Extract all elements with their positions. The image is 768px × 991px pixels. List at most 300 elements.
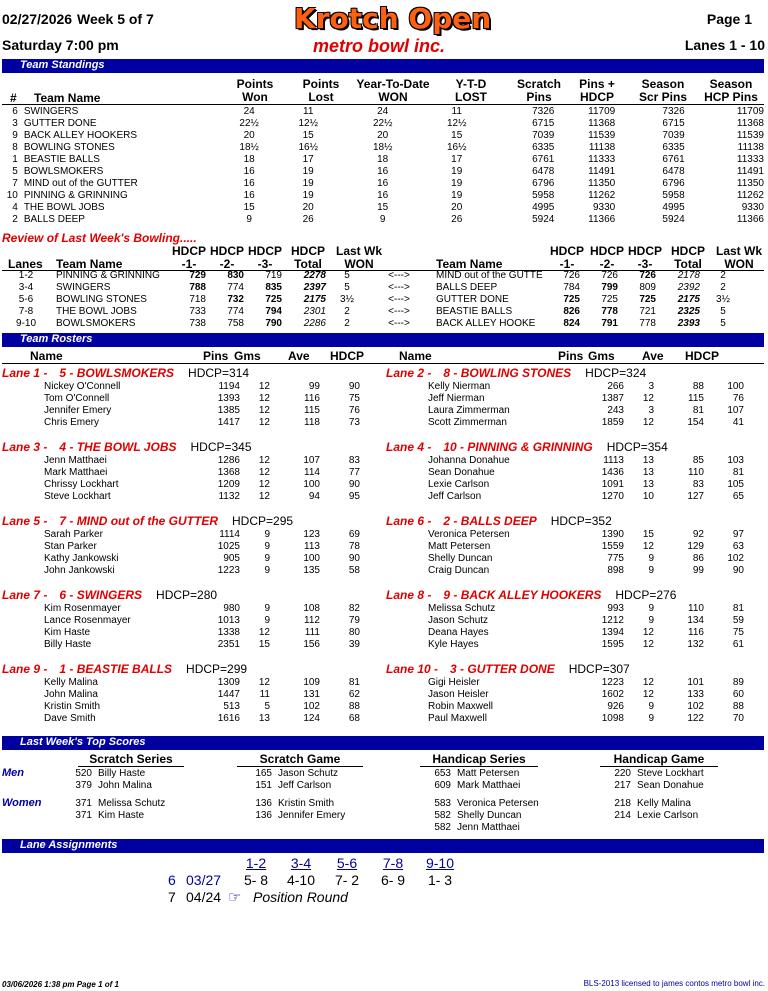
team-name: GUTTER DONE bbox=[23, 118, 97, 129]
roster-col-name-right: Name bbox=[399, 349, 432, 363]
footer-license: BLS-2013 licensed to james contos metro bowl inc. bbox=[583, 979, 765, 988]
player-average: 124 bbox=[303, 713, 320, 724]
player-pins: 1209 bbox=[217, 479, 240, 490]
player-pins: 1114 bbox=[219, 529, 240, 540]
review-title: Review of Last Week's Bowling..... bbox=[2, 231, 197, 245]
review-vs-arrow: <---> bbox=[388, 270, 410, 281]
review-left-g2: 774 bbox=[227, 306, 244, 317]
review-right-total: 2325 bbox=[677, 306, 700, 317]
player-name: Kristin Smith bbox=[44, 701, 101, 712]
review-team-right: GUTTER DONE bbox=[436, 294, 509, 305]
review-right-g1: 725 bbox=[563, 294, 580, 305]
player-games: 10 bbox=[642, 491, 654, 502]
team-hdcp: HDCP=276 bbox=[615, 588, 677, 602]
player-games: 15 bbox=[642, 529, 654, 540]
review-left-total: 2397 bbox=[303, 282, 326, 293]
roster-col-pins-right: Pins bbox=[558, 349, 584, 363]
player-average: 116 bbox=[304, 393, 320, 404]
review-col-g2-right: HDCP -2- bbox=[590, 244, 625, 271]
player-games: 9 bbox=[264, 615, 270, 626]
player-average: 115 bbox=[304, 405, 320, 416]
pointing-hand-icon: ☞ bbox=[228, 889, 242, 906]
review-right-g1: 726 bbox=[563, 270, 580, 281]
team-rank: 7 bbox=[12, 178, 18, 189]
points-lost: 19 bbox=[302, 190, 314, 201]
player-pins: 905 bbox=[223, 553, 240, 564]
review-left-total: 2301 bbox=[303, 306, 326, 317]
women-top-score bbox=[431, 798, 539, 809]
col-season-scr: Season Scr Pins bbox=[638, 77, 688, 104]
player-pins: 1270 bbox=[601, 491, 624, 502]
standings-row bbox=[2, 130, 768, 142]
player-games: 12 bbox=[258, 467, 270, 478]
col-num: # bbox=[10, 91, 17, 105]
review-lanes: 1-2 bbox=[18, 270, 34, 281]
bowler-name: Jennifer Emery bbox=[278, 810, 346, 821]
roster-player-row bbox=[428, 603, 744, 615]
review-right-g1: 824 bbox=[563, 318, 580, 329]
roster-player-row bbox=[428, 615, 744, 627]
score-value: 214 bbox=[614, 810, 631, 821]
review-col-g3-left: HDCP -3- bbox=[248, 244, 283, 271]
roster-player-row bbox=[428, 417, 744, 429]
standings-row bbox=[2, 190, 768, 202]
player-hdcp: 62 bbox=[348, 689, 360, 700]
season-scr: 5924 bbox=[662, 214, 685, 225]
lane-number: Lane 8 - bbox=[386, 588, 432, 602]
review-lanes: 9-10 bbox=[15, 318, 36, 329]
review-left-g3: 794 bbox=[265, 306, 282, 317]
roster-player-row bbox=[428, 639, 744, 651]
roster-player-row bbox=[428, 381, 744, 393]
bowler-name: Kristin Smith bbox=[278, 798, 335, 809]
player-average: 102 bbox=[303, 701, 320, 712]
review-col-won-left: Last Wk WON bbox=[335, 244, 382, 271]
player-games: 9 bbox=[264, 565, 270, 576]
col-team-name: Team Name bbox=[34, 91, 101, 105]
roster-col-pins-left: Pins bbox=[203, 349, 229, 363]
player-name: Johanna Donahue bbox=[428, 455, 510, 466]
review-right-g3: 725 bbox=[639, 294, 656, 305]
roster-player-row bbox=[44, 701, 360, 713]
roster-team-name: 9 - BACK ALLEY HOOKERS bbox=[443, 588, 602, 602]
session-time: Saturday 7:00 pm bbox=[2, 37, 119, 53]
points-won: 9 bbox=[246, 214, 252, 225]
review-row bbox=[2, 318, 746, 330]
women-top-score bbox=[431, 822, 520, 833]
review-table bbox=[2, 270, 746, 330]
pins-hdcp: 11539 bbox=[588, 130, 616, 141]
col-ytd-won: Year-To-Date WON bbox=[356, 77, 430, 104]
review-right-g2: 778 bbox=[601, 306, 618, 317]
team-rank: 1 bbox=[12, 154, 18, 165]
ytd-lost: 15 bbox=[451, 130, 463, 141]
ytd-won: 16 bbox=[377, 178, 389, 189]
player-hdcp: 90 bbox=[348, 553, 360, 564]
roster-player-row bbox=[44, 627, 360, 639]
roster-player-row bbox=[428, 529, 744, 541]
men-top-score bbox=[431, 780, 520, 791]
season-scr: 6335 bbox=[662, 142, 685, 153]
standings-row bbox=[2, 178, 768, 190]
review-row bbox=[2, 282, 746, 294]
player-average: 86 bbox=[692, 553, 704, 564]
review-col-g2-left: HDCP -2- bbox=[210, 244, 245, 271]
player-average: 101 bbox=[687, 677, 704, 688]
top-col-handicap-game: Handicap Game bbox=[600, 753, 718, 767]
lane-number: Lane 10 - bbox=[386, 662, 439, 676]
review-left-g3: 725 bbox=[265, 294, 282, 305]
player-hdcp: 39 bbox=[348, 639, 360, 650]
points-lost: 26 bbox=[302, 214, 314, 225]
roster-team-name: 3 - GUTTER DONE bbox=[450, 662, 555, 676]
ytd-won: 18 bbox=[377, 154, 389, 165]
player-pins: 2351 bbox=[217, 639, 240, 650]
col-points-lost: Points Lost bbox=[302, 77, 340, 104]
review-vs-arrow: <---> bbox=[388, 306, 410, 317]
review-lanes: 5-6 bbox=[18, 294, 34, 305]
season-scr: 6761 bbox=[662, 154, 685, 165]
season-hcp: 11368 bbox=[736, 118, 764, 129]
player-name: Tom O'Connell bbox=[44, 393, 110, 404]
review-left-g2: 774 bbox=[227, 282, 244, 293]
women-top-score bbox=[431, 810, 521, 821]
review-right-won: 2 bbox=[720, 270, 726, 281]
player-hdcp: 60 bbox=[732, 689, 744, 700]
roster-col-name-left: Name bbox=[30, 349, 63, 363]
season-scr: 6796 bbox=[662, 178, 685, 189]
points-won: 18 bbox=[243, 154, 255, 165]
player-name: Steve Lockhart bbox=[44, 491, 111, 502]
pins-hdcp: 11366 bbox=[588, 214, 616, 225]
player-pins: 1393 bbox=[217, 393, 240, 404]
team-rank: 8 bbox=[12, 142, 18, 153]
scratch-pins: 6796 bbox=[532, 178, 555, 189]
points-lost: 17 bbox=[302, 154, 314, 165]
player-average: 100 bbox=[303, 553, 320, 564]
player-hdcp: 81 bbox=[732, 467, 744, 478]
men-top-score bbox=[431, 768, 519, 779]
review-left-g2: 732 bbox=[227, 294, 244, 305]
player-pins: 898 bbox=[607, 565, 624, 576]
team-name: THE BOWL JOBS bbox=[23, 202, 105, 213]
review-right-won: 5 bbox=[720, 318, 726, 329]
standings-table bbox=[2, 106, 768, 226]
review-left-g3: 835 bbox=[265, 282, 282, 293]
men-label: Men bbox=[2, 767, 24, 779]
bowler-name: Jeff Carlson bbox=[278, 780, 332, 791]
player-hdcp: 78 bbox=[348, 541, 360, 552]
review-left-g2: 830 bbox=[227, 270, 244, 281]
player-average: 110 bbox=[688, 467, 704, 478]
scratch-pins: 7326 bbox=[532, 106, 555, 117]
player-name: Kelly Malina bbox=[44, 677, 98, 688]
player-name: Sean Donahue bbox=[428, 467, 495, 478]
player-hdcp: 61 bbox=[732, 639, 744, 650]
team-hdcp: HDCP=324 bbox=[585, 366, 647, 380]
player-name: Veronica Petersen bbox=[428, 529, 510, 540]
lane-number: Lane 1 - bbox=[2, 366, 48, 380]
report-date: 02/27/2026 bbox=[2, 11, 73, 27]
player-pins: 1309 bbox=[217, 677, 240, 688]
review-right-won: 2 bbox=[720, 282, 726, 293]
points-lost: 19 bbox=[302, 166, 314, 177]
player-games: 13 bbox=[642, 479, 654, 490]
player-games: 12 bbox=[642, 639, 654, 650]
player-games: 15 bbox=[258, 639, 270, 650]
roster-table bbox=[428, 603, 744, 651]
review-left-g1: 738 bbox=[189, 318, 206, 329]
roster-lane-header bbox=[386, 440, 668, 454]
review-team-right: MIND out of the GUTTE bbox=[436, 270, 543, 281]
team-hdcp: HDCP=314 bbox=[188, 366, 250, 380]
scratch-pins: 7039 bbox=[532, 130, 555, 141]
review-vs-arrow: <---> bbox=[388, 318, 410, 329]
roster-player-row bbox=[428, 455, 744, 467]
roster-player-row bbox=[428, 393, 744, 405]
review-right-g3: 721 bbox=[639, 306, 656, 317]
player-pins: 1417 bbox=[217, 417, 240, 428]
bowler-name: Billy Haste bbox=[98, 768, 146, 779]
player-average: 85 bbox=[692, 455, 704, 466]
player-hdcp: 81 bbox=[348, 677, 360, 688]
review-right-g2: 726 bbox=[601, 270, 618, 281]
review-left-g2: 758 bbox=[227, 318, 244, 329]
player-games: 12 bbox=[642, 417, 654, 428]
team-name: BEASTIE BALLS bbox=[23, 154, 100, 165]
player-name: Matt Petersen bbox=[428, 541, 491, 552]
ytd-lost: 12½ bbox=[446, 118, 467, 129]
review-col-lanes: Lanes bbox=[8, 257, 43, 271]
player-name: Nickey O'Connell bbox=[44, 381, 121, 392]
player-name: John Jankowski bbox=[44, 565, 115, 576]
player-games: 3 bbox=[648, 381, 654, 392]
ytd-lost: 20 bbox=[451, 202, 463, 213]
bowler-name: Lexie Carlson bbox=[637, 810, 699, 821]
standings-row bbox=[2, 202, 768, 214]
roster-col-hdcp-right: HDCP bbox=[685, 349, 720, 363]
player-pins: 1132 bbox=[218, 491, 240, 502]
men-top-score bbox=[252, 780, 331, 791]
player-hdcp: 63 bbox=[732, 541, 744, 552]
season-hcp: 11262 bbox=[736, 190, 764, 201]
player-name: John Malina bbox=[44, 689, 98, 700]
ytd-lost: 16½ bbox=[446, 142, 467, 153]
player-name: Kim Haste bbox=[44, 627, 91, 638]
roster-player-row bbox=[44, 491, 360, 503]
player-games: 12 bbox=[258, 417, 270, 428]
player-pins: 1194 bbox=[218, 381, 240, 392]
top-col-handicap-series: Handicap Series bbox=[420, 753, 538, 767]
bowler-name: Shelly Duncan bbox=[457, 810, 522, 821]
player-pins: 1025 bbox=[217, 541, 240, 552]
women-label: Women bbox=[2, 797, 42, 809]
player-name: Jason Schutz bbox=[428, 615, 489, 626]
pins-hdcp: 11368 bbox=[588, 118, 616, 129]
scratch-pins: 6335 bbox=[532, 142, 555, 153]
player-games: 12 bbox=[258, 479, 270, 490]
player-average: 102 bbox=[687, 701, 704, 712]
player-name: Dave Smith bbox=[44, 713, 96, 724]
player-hdcp: 58 bbox=[348, 565, 360, 576]
review-left-g1: 788 bbox=[189, 282, 206, 293]
roster-col-ave-left: Ave bbox=[288, 349, 310, 363]
roster-player-row bbox=[44, 467, 360, 479]
position-round-label: Position Round bbox=[253, 889, 348, 905]
top-col-scratch-series: Scratch Series bbox=[78, 753, 184, 767]
player-pins: 1223 bbox=[601, 677, 624, 688]
roster-lane-header bbox=[386, 662, 630, 676]
player-hdcp: 75 bbox=[348, 393, 360, 404]
player-pins: 1602 bbox=[601, 689, 624, 700]
player-hdcp: 59 bbox=[732, 615, 744, 626]
season-hcp: 11333 bbox=[736, 154, 764, 165]
score-value: 217 bbox=[614, 780, 631, 791]
review-right-g2: 725 bbox=[601, 294, 618, 305]
standings-header-rule bbox=[2, 104, 764, 105]
player-pins: 1859 bbox=[601, 417, 624, 428]
roster-player-row bbox=[44, 615, 360, 627]
player-average: 114 bbox=[304, 467, 320, 478]
review-left-g1: 718 bbox=[189, 294, 206, 305]
player-games: 12 bbox=[642, 627, 654, 638]
score-value: 220 bbox=[614, 768, 631, 779]
player-average: 83 bbox=[692, 479, 704, 490]
women-top-score bbox=[611, 810, 698, 821]
roster-lane-header bbox=[386, 514, 612, 528]
player-name: Kathy Jankowski bbox=[44, 553, 119, 564]
player-name: Gigi Heisler bbox=[428, 677, 480, 688]
ytd-won: 18½ bbox=[372, 142, 393, 153]
bowler-name: Mark Matthaei bbox=[457, 780, 521, 791]
footer-print-info: 03/06/2026 1:38 pm Page 1 of 1 bbox=[2, 980, 119, 989]
season-scr: 7039 bbox=[662, 130, 685, 141]
roster-player-row bbox=[44, 565, 360, 577]
player-average: 132 bbox=[687, 639, 704, 650]
review-col-team-left: Team Name bbox=[56, 257, 123, 271]
roster-lane-header bbox=[2, 514, 293, 528]
roster-lane-header bbox=[386, 588, 676, 602]
player-pins: 1286 bbox=[217, 455, 240, 466]
player-games: 9 bbox=[264, 529, 270, 540]
team-name: MIND out of the GUTTER bbox=[23, 178, 138, 189]
player-average: 135 bbox=[303, 565, 320, 576]
women-top-score bbox=[611, 798, 691, 809]
review-vs-arrow: <---> bbox=[388, 282, 410, 293]
player-hdcp: 76 bbox=[732, 393, 744, 404]
player-pins: 513 bbox=[223, 701, 240, 712]
score-value: 165 bbox=[255, 768, 272, 779]
player-games: 12 bbox=[258, 491, 270, 502]
lane-number: Lane 6 - bbox=[386, 514, 432, 528]
roster-table bbox=[428, 529, 744, 577]
review-col-won-right: Last Wk WON bbox=[715, 244, 762, 271]
roster-table bbox=[428, 381, 744, 429]
player-hdcp: 88 bbox=[732, 701, 744, 712]
roster-table bbox=[428, 455, 744, 503]
player-name: Billy Haste bbox=[44, 639, 92, 650]
player-pins: 775 bbox=[607, 553, 624, 564]
player-pins: 1223 bbox=[217, 565, 240, 576]
review-col-total-left: HDCP Total bbox=[290, 244, 325, 271]
player-average: 99 bbox=[692, 565, 704, 576]
lane-number: Lane 2 - bbox=[386, 366, 432, 380]
review-left-total: 2175 bbox=[303, 294, 326, 305]
review-col-total-right: HDCP Total bbox=[670, 244, 705, 271]
player-hdcp: 81 bbox=[732, 603, 744, 614]
roster-col-gms-right: Gms bbox=[588, 349, 615, 363]
bowler-name: John Malina bbox=[98, 780, 152, 791]
team-name: BOWLSMOKERS bbox=[23, 166, 104, 177]
team-hdcp: HDCP=345 bbox=[190, 440, 252, 454]
review-col-g1-left: HDCP -1- bbox=[172, 244, 207, 271]
player-pins: 980 bbox=[223, 603, 240, 614]
roster-col-hdcp-left: HDCP bbox=[330, 349, 365, 363]
roster-table bbox=[44, 455, 360, 503]
player-pins: 1091 bbox=[601, 479, 624, 490]
player-pins: 1013 bbox=[217, 615, 240, 626]
team-rank: 3 bbox=[12, 118, 18, 129]
roster-player-row bbox=[428, 689, 744, 701]
scratch-pins: 5924 bbox=[532, 214, 555, 225]
ytd-won: 16 bbox=[377, 190, 389, 201]
points-lost: 16½ bbox=[298, 142, 318, 153]
assign-date-2: 04/24 bbox=[186, 889, 222, 905]
player-games: 12 bbox=[258, 405, 270, 416]
points-lost: 15 bbox=[302, 130, 314, 141]
men-top-score bbox=[72, 768, 145, 779]
bowler-name: Jenn Matthaei bbox=[457, 822, 520, 833]
player-average: 129 bbox=[687, 541, 704, 552]
review-right-won: 3½ bbox=[716, 294, 730, 305]
roster-col-gms-left: Gms bbox=[234, 349, 261, 363]
player-games: 12 bbox=[258, 627, 270, 638]
lane-assignment: 6- 9 bbox=[380, 872, 406, 888]
player-hdcp: 100 bbox=[727, 381, 744, 392]
team-rank: 10 bbox=[6, 190, 18, 201]
player-average: 109 bbox=[303, 677, 320, 688]
review-team-right: BEASTIE BALLS bbox=[436, 306, 513, 317]
review-row bbox=[2, 294, 746, 306]
player-hdcp: 70 bbox=[732, 713, 744, 724]
lane-assignments-bar: Lane Assignments bbox=[2, 839, 764, 853]
roster-team-name: 1 - BEASTIE BALLS bbox=[59, 662, 173, 676]
roster-player-row bbox=[428, 467, 744, 479]
roster-player-row bbox=[44, 553, 360, 565]
team-rank: 2 bbox=[12, 214, 18, 225]
player-hdcp: 68 bbox=[348, 713, 360, 724]
review-team-left: BOWLING STONES bbox=[56, 294, 147, 305]
player-average: 116 bbox=[688, 627, 704, 638]
scratch-pins: 6715 bbox=[532, 118, 555, 129]
season-scr: 4995 bbox=[662, 202, 685, 213]
score-value: 653 bbox=[434, 768, 451, 779]
lane-number: Lane 4 - bbox=[386, 440, 432, 454]
player-average: 88 bbox=[692, 381, 704, 392]
player-average: 134 bbox=[687, 615, 704, 626]
player-games: 9 bbox=[264, 603, 270, 614]
player-pins: 1559 bbox=[601, 541, 624, 552]
player-hdcp: 83 bbox=[348, 455, 360, 466]
player-pins: 243 bbox=[607, 405, 624, 416]
player-pins: 1368 bbox=[217, 467, 240, 478]
player-games: 13 bbox=[258, 713, 270, 724]
player-pins: 1616 bbox=[217, 713, 240, 724]
roster-player-row bbox=[428, 677, 744, 689]
player-games: 9 bbox=[648, 615, 654, 626]
roster-team-name: 2 - BALLS DEEP bbox=[443, 514, 537, 528]
player-name: Kim Rosenmayer bbox=[44, 603, 121, 614]
